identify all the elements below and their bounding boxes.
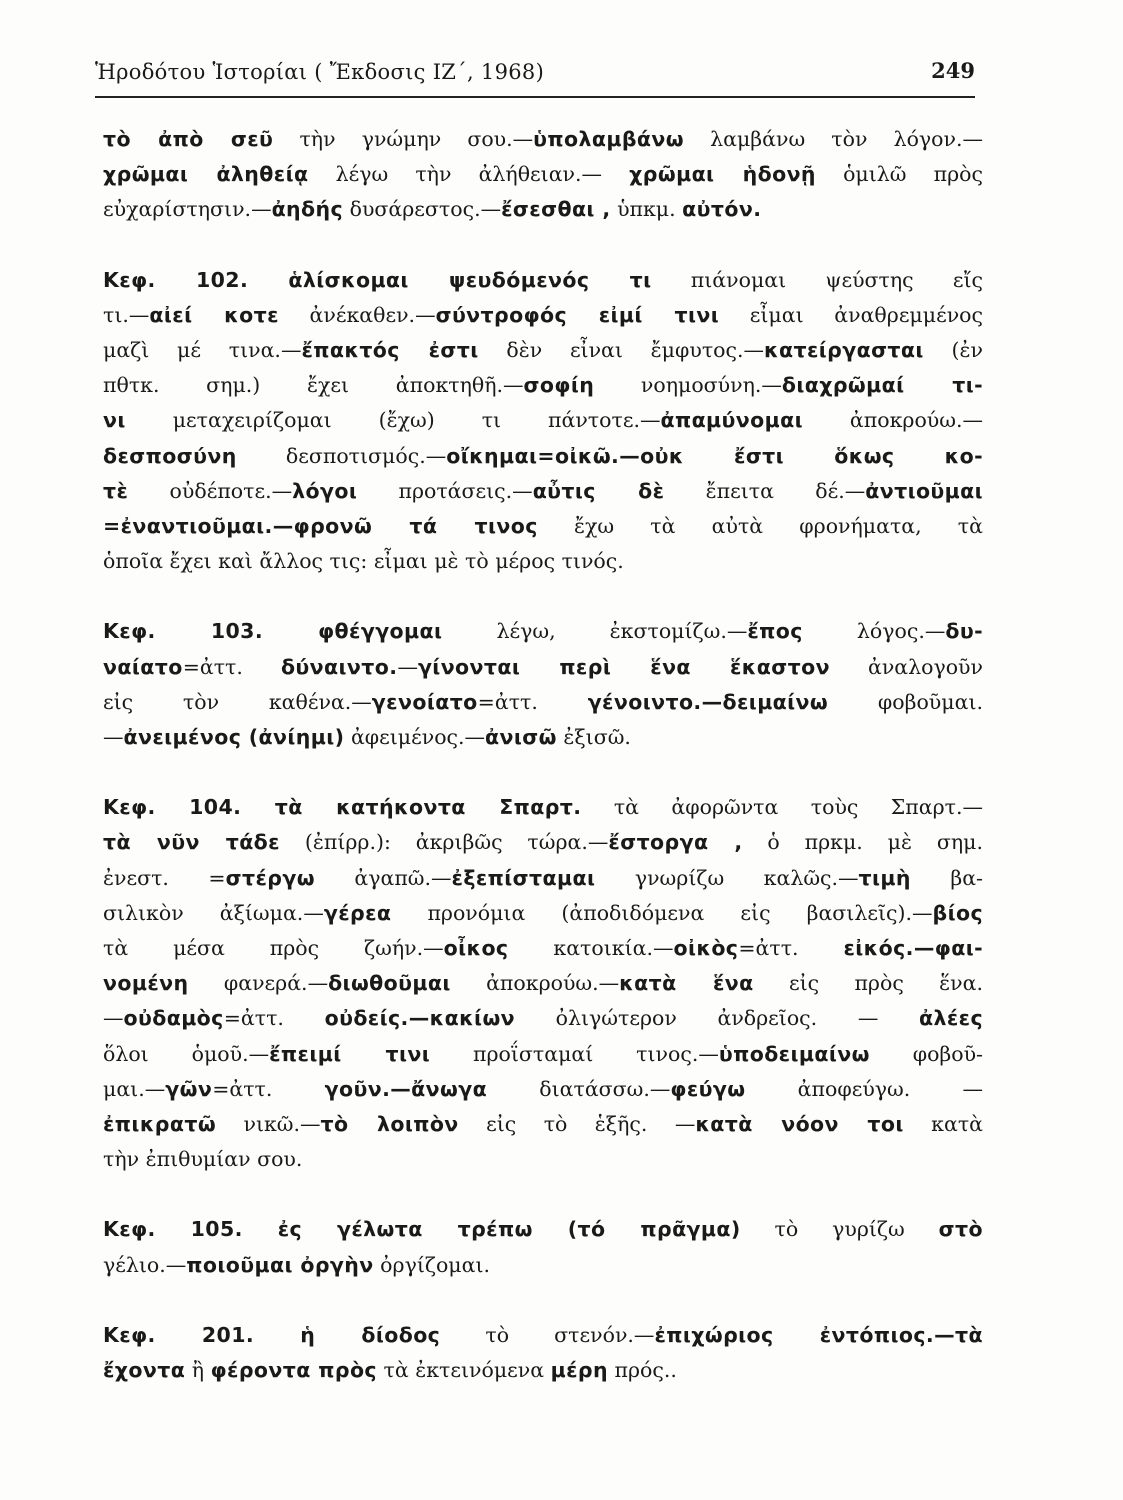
term: νι — [103, 408, 126, 433]
text-line — [103, 474, 983, 509]
gloss: =ἀττ. — [223, 1006, 325, 1031]
term: ὑπολαμβάνω — [533, 127, 684, 151]
term: μέρη — [550, 1358, 608, 1383]
term: δυ- — [945, 619, 983, 644]
term: διωθοῦμαι — [328, 971, 451, 996]
gloss: — — [103, 725, 124, 750]
gloss: βα- — [910, 865, 983, 890]
term: φέροντα πρὸς — [210, 1358, 377, 1383]
gloss: πρός.. — [607, 1358, 677, 1383]
term: ἔπακτός ἐστι — [301, 338, 479, 363]
term: οὐδαμὸς — [123, 1006, 224, 1031]
text-line — [103, 122, 983, 157]
gloss: δὲν εἶναι ἔμφυτος.— — [478, 338, 765, 363]
glossary-paragraph — [103, 122, 983, 228]
gloss: ἀποκρούω.— — [450, 971, 620, 996]
term: γένοιντο.—δειμαίνω — [587, 689, 829, 714]
term: κατὰ νόον τοι — [695, 1112, 904, 1137]
gloss: (ἐπίρρ.): ἀκριβῶς τώρα.— — [279, 830, 609, 855]
term: ἐξεπίσταμαι — [451, 865, 596, 890]
gloss: πιάνομαι ψεύστης εἴς — [651, 267, 983, 292]
term: ὑποδειμαίνω — [718, 1041, 870, 1066]
text-line — [103, 1037, 983, 1072]
page-number: 249 — [931, 58, 975, 83]
term: Κεφ. 104. τὰ κατήκοντα Σπαρτ. — [103, 795, 582, 820]
term: οἴκημαι=οἰκῶ.—οὐκ ἔστι ὅκως κο- — [446, 443, 983, 468]
term: δύναιντο. — [280, 654, 398, 679]
text-line — [103, 720, 983, 755]
term: ἔχοντα — [103, 1358, 186, 1383]
text-line — [103, 650, 983, 685]
term: γίνονται περὶ ἕνα ἕκαστον — [417, 654, 830, 679]
gloss: =ἀττ. — [738, 936, 844, 961]
term: οὐδείς.—κακίων — [324, 1006, 516, 1031]
text-line — [103, 157, 983, 192]
text-line — [103, 1107, 983, 1142]
gloss: λαμβάνω τὸν λόγον.— — [683, 127, 983, 151]
text-line — [103, 1001, 983, 1036]
gloss: λόγος.— — [802, 619, 946, 644]
term: Κεφ. 102. ἁλίσκομαι ψευδόμενός τι — [103, 267, 652, 292]
text-line — [103, 790, 983, 825]
text-line — [103, 1212, 983, 1247]
glossary-paragraph — [103, 614, 983, 755]
gloss: μαζὶ μέ τινα.— — [103, 338, 302, 363]
text-line — [103, 614, 983, 649]
gloss: διατάσσω.— — [487, 1076, 671, 1101]
term: ἀνειμένος (ἀνίημι) — [123, 725, 345, 750]
term: οἰκὸς — [673, 936, 739, 961]
term: διαχρῶμαί τι- — [781, 373, 983, 398]
gloss: ὀλιγώτερον ἀνδρεῖος. — — [515, 1006, 919, 1031]
gloss: ἢ — [185, 1358, 211, 1383]
text-line — [103, 931, 983, 966]
term: ἀηδής — [271, 197, 344, 222]
term: τὰ νῦν τάδε — [103, 830, 280, 855]
term: στὸ — [938, 1217, 983, 1242]
gloss: νοημοσύνη.— — [594, 373, 782, 398]
term: κατὰ ἕνα — [619, 971, 754, 996]
gloss: λέγω τὴν ἀλήθειαν.— — [308, 162, 630, 187]
term: αὐτόν. — [682, 197, 762, 222]
text-line — [103, 263, 983, 298]
gloss: γέλιο.— — [103, 1252, 187, 1277]
gloss: κατοικία.— — [508, 936, 674, 961]
gloss: ἀγαπῶ.— — [314, 865, 452, 890]
gloss: ἐνεστ. = — [103, 865, 226, 890]
gloss: γνωρίζω καλῶς.— — [595, 865, 859, 890]
text-line — [103, 1142, 983, 1177]
gloss: ἀναλογοῦν — [829, 654, 983, 679]
gloss: ἐξισῶ. — [556, 725, 631, 750]
gloss: — — [103, 1006, 124, 1031]
text-line — [103, 1353, 983, 1388]
text-line — [103, 509, 983, 544]
gloss: ὅλοι ὁμοῦ.— — [103, 1041, 270, 1066]
gloss: λέγω, ἐκστομίζω.— — [442, 619, 748, 644]
gloss: ἀποκρούω.— — [802, 408, 983, 433]
term: ἀπαμύνομαι — [660, 408, 803, 433]
glossary-paragraph — [103, 1212, 983, 1282]
gloss: δεσποτισμός.— — [236, 443, 447, 468]
term: ἔσεσθαι , — [501, 197, 611, 222]
term: γενοίατο — [371, 689, 478, 714]
gloss: προτάσεις.— — [357, 478, 533, 503]
term: τὸ ἀπὸ σεῦ — [103, 127, 274, 151]
glossary-body — [103, 122, 983, 1423]
term: λόγοι — [292, 478, 358, 503]
text-line — [103, 1248, 983, 1283]
gloss: ὁποῖα ἔχει καὶ ἄλλος τις: εἶμαι μὲ τὸ μέρος τινός. — [103, 549, 624, 574]
gloss: δυσάρεστος.— — [343, 197, 502, 222]
gloss: προΐσταμαί τινος.— — [430, 1041, 719, 1066]
term: Κεφ. 105. ἐς γέλωτα τρέπω (τό πρᾶγμα) — [103, 1217, 741, 1242]
gloss: τι.— — [103, 302, 150, 327]
term: χρῶμαι ἀληθείᾳ — [103, 162, 309, 187]
term: Κεφ. 201. ἡ δίοδος — [103, 1322, 441, 1347]
gloss: τὰ ἀφορῶντα τοὺς Σπαρτ.— — [581, 795, 983, 820]
term: ναίατο — [103, 654, 183, 679]
term: βίος — [932, 900, 983, 925]
text-line — [103, 966, 983, 1001]
term: Κεφ. 103. φθέγγομαι — [103, 619, 443, 644]
term: τιμὴ — [858, 865, 911, 890]
term: χρῶμαι ἡδονῇ — [629, 162, 816, 187]
term: ἔπος — [747, 619, 803, 644]
gloss: ἔχω τὰ αὐτὰ φρονήματα, τὰ — [537, 514, 983, 539]
gloss: ὁ πρκμ. μὲ σημ. — [742, 830, 983, 855]
gloss: (ἐν — [923, 338, 983, 363]
term: τὸ λοιπὸν — [320, 1112, 459, 1137]
gloss: πθτκ. σημ.) ἔχει ἀποκτηθῆ.— — [103, 373, 524, 398]
term: φεύγω — [670, 1076, 746, 1101]
term: οἶκος — [443, 936, 509, 961]
gloss: τὰ μέσα πρὸς ζωήν.— — [103, 936, 444, 961]
gloss: ὑπκμ. — [610, 197, 683, 222]
text-line — [103, 825, 983, 860]
text-line — [103, 1318, 983, 1353]
gloss: =ἀττ. — [477, 689, 588, 714]
gloss: =ἀττ. — [182, 654, 281, 679]
gloss: τὰ ἐκτεινόμενα — [376, 1358, 551, 1383]
term: εἰκός.—φαι- — [843, 936, 983, 961]
gloss: ἀφειμένος.— — [344, 725, 486, 750]
gloss: εἰς πρὸς ἕνα. — [753, 971, 983, 996]
term: ἀνισῶ — [485, 725, 557, 750]
term: γῶν — [165, 1076, 213, 1101]
gloss: ἀνέκαθεν.— — [278, 302, 436, 327]
gloss: μεταχειρίζομαι (ἔχω) τι πάντοτε.— — [125, 408, 661, 433]
text-line — [103, 192, 983, 227]
term: αὖτις δὲ — [532, 478, 665, 503]
glossary-paragraph — [103, 790, 983, 1177]
text-line — [103, 544, 983, 579]
gloss: εἶμαι ἀναθρεμμένος — [719, 302, 983, 327]
text-line — [103, 685, 983, 720]
term: =ἐναντιοῦμαι.—φρονῶ τά τινος — [103, 514, 538, 539]
gloss: μαι.— — [103, 1076, 166, 1101]
text-line — [103, 861, 983, 896]
term: σύντροφός εἰμί τινι — [435, 302, 720, 327]
term: ἀντιοῦμαι — [865, 478, 983, 503]
gloss: — — [397, 654, 418, 679]
glossary-paragraph — [103, 1318, 983, 1388]
gloss: φανερά.— — [188, 971, 329, 996]
text-line — [103, 1072, 983, 1107]
gloss: =ἀττ. — [212, 1076, 325, 1101]
term: δεσποσύνη — [103, 443, 237, 468]
term: σοφίη — [523, 373, 595, 398]
text-line — [103, 439, 983, 474]
term: στέργω — [225, 865, 315, 890]
term: ἔστοργα , — [608, 830, 743, 855]
gloss: εἰς τὸ ἑξῆς. — — [458, 1112, 696, 1137]
gloss: φοβοῦμαι. — [828, 689, 983, 714]
gloss: τὴν ἐπιθυμίαν σου. — [103, 1147, 303, 1172]
gloss: κατὰ — [903, 1112, 983, 1137]
text-line — [103, 298, 983, 333]
gloss: οὐδέποτε.— — [128, 478, 293, 503]
gloss: σιλικὸν ἀξίωμα.— — [103, 900, 324, 925]
text-line — [103, 333, 983, 368]
term: ποιοῦμαι ὀργὴν — [186, 1252, 374, 1277]
gloss: ἔπειτα δέ.— — [664, 478, 866, 503]
term: ἐπικρατῶ — [103, 1112, 217, 1137]
term: αἰεί κοτε — [149, 302, 279, 327]
term: γέρεα — [323, 900, 392, 925]
gloss: ὁμιλῶ πρὸς — [815, 162, 983, 187]
text-line — [103, 896, 983, 931]
term: τὲ — [103, 478, 129, 503]
term: ἔπειμί τινι — [269, 1041, 431, 1066]
gloss: φοβοῦ- — [869, 1041, 983, 1066]
gloss: εἰς τὸν καθένα.— — [103, 689, 372, 714]
gloss: ἀποφεύγω. — — [745, 1076, 983, 1101]
text-line — [103, 403, 983, 438]
page-header — [95, 56, 975, 98]
term: ἀλέες — [918, 1006, 983, 1031]
term: κατείργασται — [764, 338, 924, 363]
gloss: εὐχαρίστησιν.— — [103, 197, 272, 222]
term: γοῦν.—ἄνωγα — [324, 1076, 488, 1101]
gloss: τὸ στενόν.— — [440, 1322, 655, 1347]
gloss: τὴν γνώμην σου.— — [273, 127, 534, 151]
gloss: προνόμια (ἀποδιδόμενα εἰς βασιλεῖς).— — [391, 900, 933, 925]
gloss: τὸ γυρίζω — [740, 1217, 939, 1242]
gloss: ὀργίζομαι. — [373, 1252, 491, 1277]
running-head: Ἡροδότου Ἱστορίαι ( Ἔκδοσις ΙΖ΄, 1968) — [95, 60, 545, 84]
term: ἐπιχώριος ἐντόπιος.—τὰ — [654, 1322, 983, 1347]
glossary-paragraph — [103, 263, 983, 580]
text-line — [103, 368, 983, 403]
term: νομένη — [103, 971, 189, 996]
gloss: νικῶ.— — [216, 1112, 321, 1137]
